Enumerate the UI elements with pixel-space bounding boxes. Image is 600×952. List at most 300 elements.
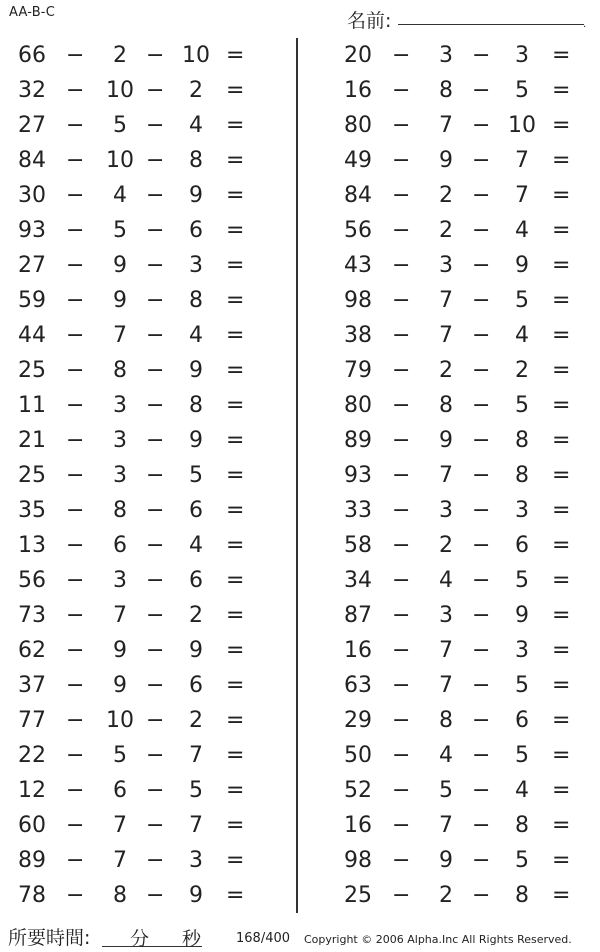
subtrahend-2: 3 [515, 498, 529, 523]
minus-sign: − [146, 148, 165, 173]
equals-sign: = [226, 638, 245, 663]
minus-sign: − [66, 778, 85, 803]
minuend: 84 [18, 148, 46, 173]
minus-sign: − [392, 603, 411, 628]
subtrahend-2: 4 [515, 218, 529, 243]
subtrahend-2: 8 [515, 463, 529, 488]
equals-sign: = [552, 78, 571, 103]
minus-sign: − [392, 778, 411, 803]
subtrahend-2: 9 [189, 428, 203, 453]
problem-row [18, 248, 258, 283]
minus-sign: − [392, 568, 411, 593]
problem-row [18, 493, 258, 528]
minuend: 25 [18, 463, 46, 488]
minuend: 49 [344, 148, 372, 173]
subtrahend-2: 5 [189, 463, 203, 488]
minus-sign: − [472, 253, 491, 278]
subtrahend-1: 7 [439, 113, 453, 138]
minus-sign: − [66, 218, 85, 243]
subtrahend-2: 5 [515, 78, 529, 103]
minus-sign: − [392, 428, 411, 453]
minus-sign: − [146, 218, 165, 243]
problem-row [18, 458, 258, 493]
subtrahend-1: 3 [439, 603, 453, 628]
problem-row [344, 38, 584, 73]
subtrahend-2: 4 [189, 323, 203, 348]
subtrahend-2: 9 [189, 183, 203, 208]
minus-sign: − [146, 113, 165, 138]
minus-sign: − [66, 288, 85, 313]
subtrahend-2: 7 [189, 743, 203, 768]
subtrahend-2: 3 [189, 253, 203, 278]
minus-sign: − [66, 603, 85, 628]
minus-sign: − [66, 253, 85, 278]
subtrahend-1: 2 [439, 358, 453, 383]
subtrahend-2: 5 [189, 778, 203, 803]
subtrahend-1: 3 [113, 568, 127, 593]
minus-sign: − [392, 708, 411, 733]
subtrahend-2: 2 [515, 358, 529, 383]
problem-row [18, 633, 258, 668]
minuend: 66 [18, 43, 46, 68]
minus-sign: − [66, 743, 85, 768]
minus-sign: − [146, 78, 165, 103]
subtrahend-2: 8 [515, 813, 529, 838]
minus-sign: − [392, 218, 411, 243]
minus-sign: − [392, 743, 411, 768]
minus-sign: − [392, 848, 411, 873]
subtrahend-1: 10 [106, 148, 134, 173]
minus-sign: − [146, 603, 165, 628]
problem-row [344, 458, 584, 493]
minus-sign: − [146, 673, 165, 698]
minus-sign: − [146, 883, 165, 908]
problem-row [344, 668, 584, 703]
subtrahend-1: 4 [439, 743, 453, 768]
equals-sign: = [226, 428, 245, 453]
subtrahend-2: 9 [189, 638, 203, 663]
subtrahend-1: 8 [439, 393, 453, 418]
subtrahend-2: 4 [515, 778, 529, 803]
minus-sign: − [66, 673, 85, 698]
minus-sign: − [392, 673, 411, 698]
equals-sign: = [552, 533, 571, 558]
subtrahend-2: 4 [515, 323, 529, 348]
subtrahend-2: 7 [515, 148, 529, 173]
equals-sign: = [552, 638, 571, 663]
minus-sign: − [392, 393, 411, 418]
subtrahend-1: 2 [113, 43, 127, 68]
minus-sign: − [392, 113, 411, 138]
minutes-unit: 分 [130, 928, 150, 950]
minuend: 43 [344, 253, 372, 278]
minuend: 87 [344, 603, 372, 628]
subtrahend-1: 7 [439, 673, 453, 698]
minuend: 20 [344, 43, 372, 68]
time-label: 所要時間: [8, 927, 91, 949]
subtrahend-1: 7 [113, 848, 127, 873]
equals-sign: = [552, 148, 571, 173]
subtrahend-1: 3 [113, 463, 127, 488]
subtrahend-1: 9 [113, 673, 127, 698]
problem-row [344, 563, 584, 598]
subtrahend-1: 5 [113, 113, 127, 138]
problem-row [344, 843, 584, 878]
equals-sign: = [552, 218, 571, 243]
subtrahend-2: 2 [189, 78, 203, 103]
minus-sign: − [472, 323, 491, 348]
minus-sign: − [146, 428, 165, 453]
minus-sign: − [66, 43, 85, 68]
subtrahend-2: 6 [189, 568, 203, 593]
minuend: 44 [18, 323, 46, 348]
subtrahend-2: 8 [515, 428, 529, 453]
minus-sign: − [472, 533, 491, 558]
problem-row [18, 668, 258, 703]
minus-sign: − [146, 533, 165, 558]
problem-row [18, 808, 258, 843]
subtrahend-1: 8 [113, 358, 127, 383]
minuend: 16 [344, 813, 372, 838]
minuend: 59 [18, 288, 46, 313]
subtrahend-1: 7 [113, 323, 127, 348]
subtrahend-2: 5 [515, 288, 529, 313]
equals-sign: = [226, 288, 245, 313]
copyright-notice: Copyright © 2006 Alpha.Inc All Rights Reserved. [304, 933, 572, 946]
subtrahend-1: 2 [439, 883, 453, 908]
subtrahend-2: 7 [515, 183, 529, 208]
minuend: 38 [344, 323, 372, 348]
problem-row [18, 738, 258, 773]
subtrahend-2: 5 [515, 673, 529, 698]
minus-sign: − [392, 883, 411, 908]
equals-sign: = [226, 218, 245, 243]
equals-sign: = [552, 778, 571, 803]
name-label: 名前: [347, 10, 392, 32]
minuend: 84 [344, 183, 372, 208]
equals-sign: = [552, 813, 571, 838]
minus-sign: − [146, 638, 165, 663]
minus-sign: − [472, 393, 491, 418]
subtrahend-2: 8 [189, 288, 203, 313]
minuend: 58 [344, 533, 372, 558]
equals-sign: = [226, 43, 245, 68]
equals-sign: = [226, 673, 245, 698]
subtrahend-2: 5 [515, 743, 529, 768]
minuend: 11 [18, 393, 46, 418]
problem-row [18, 843, 258, 878]
minus-sign: − [392, 638, 411, 663]
subtrahend-2: 3 [515, 43, 529, 68]
problem-row [18, 703, 258, 738]
equals-sign: = [552, 498, 571, 523]
subtrahend-2: 3 [189, 848, 203, 873]
subtrahend-2: 7 [189, 813, 203, 838]
subtrahend-2: 5 [515, 848, 529, 873]
minus-sign: − [472, 183, 491, 208]
minus-sign: − [146, 43, 165, 68]
problem-row [344, 878, 584, 913]
minus-sign: − [392, 183, 411, 208]
equals-sign: = [226, 778, 245, 803]
problem-row [344, 423, 584, 458]
subtrahend-2: 8 [515, 883, 529, 908]
minuend: 32 [18, 78, 46, 103]
subtrahend-1: 7 [439, 323, 453, 348]
minus-sign: − [392, 813, 411, 838]
minuend: 35 [18, 498, 46, 523]
equals-sign: = [226, 743, 245, 768]
minuend: 16 [344, 78, 372, 103]
minus-sign: − [392, 498, 411, 523]
subtrahend-1: 8 [113, 883, 127, 908]
problem-row [18, 213, 258, 248]
subtrahend-1: 2 [439, 533, 453, 558]
minus-sign: − [392, 288, 411, 313]
minus-sign: − [66, 323, 85, 348]
minuend: 63 [344, 673, 372, 698]
equals-sign: = [552, 393, 571, 418]
minus-sign: − [146, 253, 165, 278]
subtrahend-1: 4 [439, 568, 453, 593]
minus-sign: − [472, 78, 491, 103]
minus-sign: − [392, 78, 411, 103]
equals-sign: = [552, 673, 571, 698]
equals-sign: = [226, 813, 245, 838]
minus-sign: − [66, 358, 85, 383]
minus-sign: − [146, 743, 165, 768]
subtrahend-1: 8 [113, 498, 127, 523]
subtrahend-2: 5 [515, 568, 529, 593]
minus-sign: − [146, 568, 165, 593]
equals-sign: = [552, 358, 571, 383]
problem-row [344, 598, 584, 633]
problem-row [18, 563, 258, 598]
subtrahend-1: 2 [439, 218, 453, 243]
minuend: 34 [344, 568, 372, 593]
minus-sign: − [472, 113, 491, 138]
subtrahend-2: 3 [515, 638, 529, 663]
equals-sign: = [226, 848, 245, 873]
problem-row [344, 703, 584, 738]
minuend: 56 [344, 218, 372, 243]
minus-sign: − [392, 148, 411, 173]
equals-sign: = [226, 323, 245, 348]
minuend: 27 [18, 253, 46, 278]
equals-sign: = [226, 113, 245, 138]
problem-row [344, 738, 584, 773]
minuend: 27 [18, 113, 46, 138]
minus-sign: − [472, 883, 491, 908]
minus-sign: − [472, 463, 491, 488]
subtrahend-2: 6 [189, 218, 203, 243]
minuend: 89 [18, 848, 46, 873]
subtrahend-2: 9 [515, 603, 529, 628]
problem-row [344, 178, 584, 213]
problem-row [344, 493, 584, 528]
equals-sign: = [552, 113, 571, 138]
subtrahend-1: 4 [113, 183, 127, 208]
problem-row [18, 318, 258, 353]
minus-sign: − [146, 778, 165, 803]
subtrahend-1: 3 [113, 428, 127, 453]
problem-row [344, 108, 584, 143]
subtrahend-1: 7 [113, 603, 127, 628]
minuend: 73 [18, 603, 46, 628]
minus-sign: − [472, 148, 491, 173]
equals-sign: = [552, 708, 571, 733]
name-field-line[interactable] [398, 24, 584, 25]
minuend: 62 [18, 638, 46, 663]
equals-sign: = [226, 78, 245, 103]
problem-row [344, 808, 584, 843]
subtrahend-1: 3 [439, 253, 453, 278]
subtrahend-2: 4 [189, 113, 203, 138]
problem-row [18, 388, 258, 423]
minus-sign: − [66, 498, 85, 523]
subtrahend-2: 8 [189, 148, 203, 173]
minuend: 13 [18, 533, 46, 558]
subtrahend-2: 9 [515, 253, 529, 278]
problem-row [344, 773, 584, 808]
minus-sign: − [392, 323, 411, 348]
minus-sign: − [392, 358, 411, 383]
subtrahend-2: 2 [189, 708, 203, 733]
subtrahend-1: 5 [113, 218, 127, 243]
minuend: 30 [18, 183, 46, 208]
seconds-unit: 秒 [182, 928, 202, 950]
problem-row [18, 73, 258, 108]
minus-sign: − [66, 428, 85, 453]
minuend: 25 [344, 883, 372, 908]
minus-sign: − [146, 463, 165, 488]
minus-sign: − [472, 498, 491, 523]
subtrahend-1: 9 [113, 288, 127, 313]
equals-sign: = [226, 253, 245, 278]
problem-row [18, 528, 258, 563]
minus-sign: − [146, 708, 165, 733]
problem-row [344, 528, 584, 563]
subtrahend-1: 9 [113, 638, 127, 663]
subtrahend-2: 6 [189, 673, 203, 698]
minus-sign: − [472, 743, 491, 768]
minus-sign: − [66, 463, 85, 488]
minus-sign: − [146, 183, 165, 208]
minuend: 52 [344, 778, 372, 803]
minuend: 22 [18, 743, 46, 768]
equals-sign: = [226, 883, 245, 908]
minus-sign: − [392, 533, 411, 558]
minus-sign: − [472, 218, 491, 243]
problem-row [18, 38, 258, 73]
subtrahend-1: 3 [439, 43, 453, 68]
subtrahend-1: 5 [439, 778, 453, 803]
minus-sign: − [146, 848, 165, 873]
subtrahend-1: 9 [439, 428, 453, 453]
minus-sign: − [472, 708, 491, 733]
minus-sign: − [472, 603, 491, 628]
minus-sign: − [472, 638, 491, 663]
equals-sign: = [552, 288, 571, 313]
subtrahend-1: 8 [439, 78, 453, 103]
minuend: 37 [18, 673, 46, 698]
equals-sign: = [552, 463, 571, 488]
minuend: 98 [344, 288, 372, 313]
problem-row [344, 388, 584, 423]
minus-sign: − [66, 533, 85, 558]
subtrahend-1: 6 [113, 778, 127, 803]
subtrahend-1: 9 [113, 253, 127, 278]
minus-sign: − [472, 568, 491, 593]
problem-row [18, 423, 258, 458]
minus-sign: − [472, 358, 491, 383]
equals-sign: = [226, 183, 245, 208]
problem-row [344, 633, 584, 668]
equals-sign: = [226, 708, 245, 733]
minus-sign: − [146, 288, 165, 313]
minus-sign: − [146, 393, 165, 418]
minuend: 93 [18, 218, 46, 243]
subtrahend-2: 9 [189, 883, 203, 908]
minuend: 98 [344, 848, 372, 873]
problem-row [18, 143, 258, 178]
subtrahend-1: 9 [439, 848, 453, 873]
minuend: 93 [344, 463, 372, 488]
minus-sign: − [66, 883, 85, 908]
minus-sign: − [146, 498, 165, 523]
minus-sign: − [66, 183, 85, 208]
equals-sign: = [552, 428, 571, 453]
problem-row [344, 73, 584, 108]
problem-row [18, 178, 258, 213]
equals-sign: = [226, 393, 245, 418]
equals-sign: = [552, 323, 571, 348]
subtrahend-1: 7 [439, 288, 453, 313]
minus-sign: − [66, 393, 85, 418]
equals-sign: = [552, 848, 571, 873]
minus-sign: − [146, 813, 165, 838]
equals-sign: = [552, 883, 571, 908]
equals-sign: = [226, 498, 245, 523]
equals-sign: = [552, 253, 571, 278]
problem-row [344, 353, 584, 388]
equals-sign: = [226, 148, 245, 173]
minuend: 33 [344, 498, 372, 523]
minus-sign: − [472, 43, 491, 68]
minuend: 79 [344, 358, 372, 383]
problem-row [18, 283, 258, 318]
minuend: 21 [18, 428, 46, 453]
subtrahend-2: 4 [189, 533, 203, 558]
problem-row [18, 598, 258, 633]
subtrahend-1: 7 [439, 463, 453, 488]
minus-sign: − [66, 148, 85, 173]
worksheet-code: AA-B-C [9, 5, 55, 20]
minus-sign: − [472, 428, 491, 453]
subtrahend-2: 8 [189, 393, 203, 418]
equals-sign: = [552, 603, 571, 628]
subtrahend-2: 5 [515, 393, 529, 418]
minus-sign: − [66, 813, 85, 838]
problem-row [344, 213, 584, 248]
equals-sign: = [226, 463, 245, 488]
minuend: 29 [344, 708, 372, 733]
subtrahend-2: 10 [182, 43, 210, 68]
subtrahend-1: 9 [439, 148, 453, 173]
column-divider [296, 38, 298, 913]
page-number: 168/400 [236, 931, 291, 946]
minus-sign: − [472, 288, 491, 313]
